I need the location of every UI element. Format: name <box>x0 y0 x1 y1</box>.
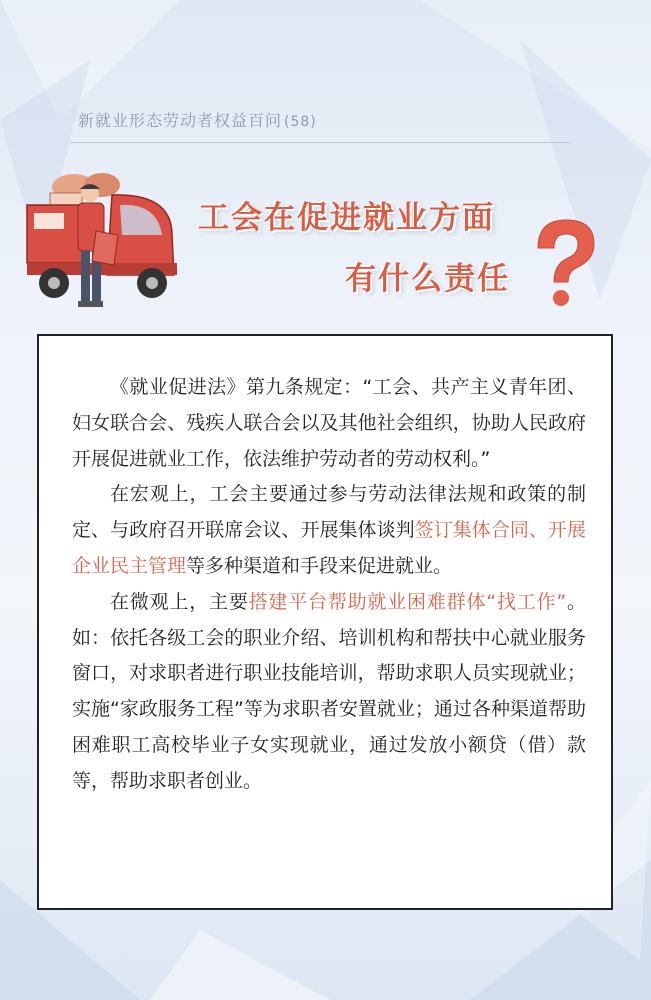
series-number: (58) <box>284 114 317 130</box>
paragraph-text: 在微观上，主要 <box>110 590 249 613</box>
content-box <box>37 334 613 910</box>
paragraph-text: 。如：依托各级工会的职业介绍、培训机构和帮扶中心就业服务窗口，对求职者进行职业技能培训，帮助求职人员实现就业；实施“家政服务工程”等为求职者安置就业；通过各种渠道帮助困难职工高校毕业子女实现就业，通过发放小额贷（借）款等，帮助求职者创业。 <box>72 590 586 792</box>
paragraph-text: 在宏观上，工会主要通过参与劳动法律法规和政策的制定、与政府召开联席会议、开展集体谈判 <box>72 483 586 542</box>
series-title <box>78 108 317 131</box>
paragraph <box>72 585 586 800</box>
paragraph <box>72 477 586 584</box>
article-body <box>72 370 586 800</box>
delivery-worker-tricycle-icon <box>22 165 187 315</box>
paragraph-text: 等多种渠道和手段来促进就业。 <box>186 554 453 577</box>
highlighted-text: 搭建平台帮助就业困难群体“找工作” <box>248 590 567 613</box>
main-title-line1: 工会在促进就业方面 <box>198 200 495 236</box>
paragraph-text: 《就业促进法》第九条规定：“工会、共产主义青年团、妇女联合会、残疾人联合会以及其他社会组织，协助人民政府开展促进就业工作，依法维护劳动者的劳动权利。” <box>72 376 586 470</box>
question-mark-icon <box>520 212 610 312</box>
header-divider <box>70 142 570 143</box>
series-title-text: 新就业形态劳动者权益百问 <box>78 111 283 130</box>
highlighted-text: 签订集体合同、开展企业民主管理 <box>72 519 586 577</box>
main-title-line2: 有什么责任 <box>345 261 510 297</box>
paragraph <box>72 370 586 477</box>
